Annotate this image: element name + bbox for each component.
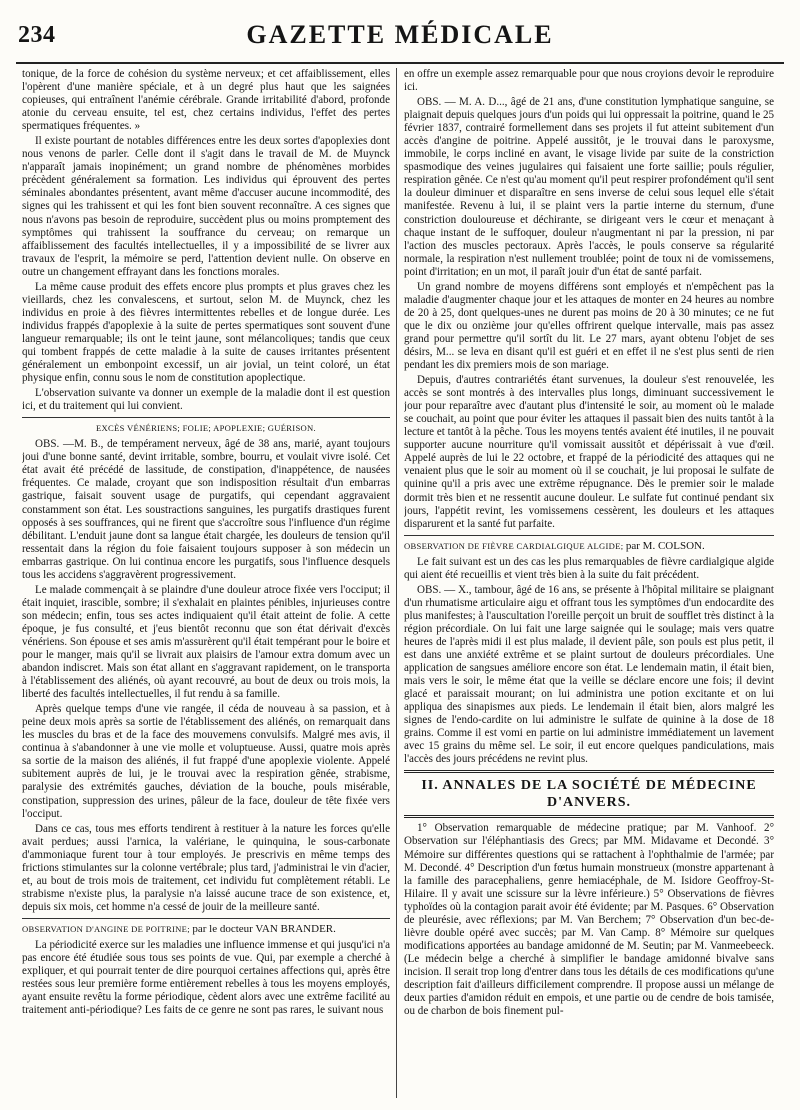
page-number: 234 (18, 22, 56, 48)
paragraph: en offre un exemple assez remarquable pour que nous croyions devoir le reproduire ici. (404, 68, 774, 94)
section-author: par M. COLSON. (625, 539, 705, 552)
section-heading (22, 923, 390, 936)
paragraph: Un grand nombre de moyens différens sont employés et n'empêchent pas la maladie d'augmenter chaque jour et les attaques de monter en 24 heures au nombre de 20 à 25, dont quelques-unes ne durent pas moins de 20 à 30 minutes; ce ne fut que le dix ou onzième jour qu'elles offrirent quelque intervalle, mais pas assez grand pour permettre qu'il sortît du lit. Le 27 mars, ayant obtenu l'objet de ses désirs, M... se leva en disant qu'il est guéri et en effet il ne s'est plus senti de rien pendant les dix premiers mois de son mariage. (404, 280, 774, 372)
section-title: II. ANNALES DE LA SOCIÉTÉ DE MÉDECINE D'ANVERS. (421, 778, 757, 811)
journal-title: GAZETTE MÉDICALE (246, 20, 554, 49)
section-heading-title: OBSERVATION D'ANGINE DE POITRINE; (22, 923, 190, 934)
section-heading: EXCÈS VÉNÉRIENS; FOLIE; APOPLEXIE; GUÉRISON. (95, 423, 316, 434)
section-double-rule (404, 815, 774, 818)
section-heading-title: OBSERVATION DE FIÈVRE CARDIALGIQUE ALGIDE; (404, 540, 624, 551)
paragraph: La même cause produit des effets encore plus prompts et plus graves chez les vieillards, chez les convalescens, et surtout, selon M. de Muynck, chez les individus en proie à des fièvres intermittentes rebelles et de longue durée. Les individus frappés d'apoplexie à la suite de pertes spermatiques sont souvent d'une langueur remarquable; ils ont le teint jaune, sont mélancoliques; tandis que ceux qui tombent frappés de cette maladie à la suite de causes irritantes présentent généralement un embonpoint excessif, un air jovial, un teint coloré, un état physique enfin, connu sous le nom de constitution apoplectique. (22, 280, 390, 385)
paragraph: 1° Observation remarquable de médecine pratique; par M. Vanhoof. 2° Observation sur l'éléphantiasis des Grecs; par MM. Midavame et Decondé. 3° Mémoire sur différentes questions qui se rattachent à l'ophthalmie de l'armée; par M. Decondé. 4° Description d'un fœtus humain monstrueux (monstre appartenant à la famille des paracephaliens, genre hemiacéphale, de M. Isidore Geoffroy-St-Hilaire. Il y avait une scissure sur la lèvre inférieure.) 5° Observations de fièvres typhoïdes où la contagion parait avoir été évidente; par M. Pasques. 6° Observation de pleurésie, avec réflexions; par M. Van Berchem; 7° Observation d'un bec-de-lièvre double opéré avec succès; par M. Van Camp. 8° Mémoire sur quelques modifications apportées au bandage amidonné de M. Seutin; par M. Vanmeebeeck. (Le médecin belge a cherché à simplifier le bandage amidonné bivalve sans incision. Il serait trop long d'entrer dans tous les détails de ces modifications qu'une description fait d'ailleurs difficilement comprendre. Il propose aussi un mélange de deux parties d'amidon réduit en empois, et une partie ou de cendre de bois tamisée, ou de charbon de bois finement pul- (404, 822, 774, 1018)
page-header (10, 18, 790, 58)
paragraph: tonique, de la force de cohésion du système nerveux; et cet affaiblissement, elles l'opèrent d'une manière spéciale, et à un degré plus haut que les saignées copieuses, qui entraînent l'anémie cérébrale. Grande irritabilité d'abord, profonde atonie du cerveau ensuite, tel est, chez certains individus, l'effet des pertes spermatiques fréquentes. » (22, 68, 390, 133)
paragraph: Après quelque temps d'une vie rangée, il céda de nouveau à sa passion, et à peine deux mois après sa sortie de l'établissement des aliénés, on remarquait dans les muscles du bras et de la face des mouvemens convulsifs. Malgré mes avis, il continua à s'abandonner à une vie molle et voluptueuse. Aussi, quatre mois après sa sortie de la maison des aliénés, il fut frappé d'une apoplexie violente. Appelé subitement auprès de lui, je le trouvai avec la respiration gênée, strabisme, paralysie des extrémités gauches, déviation de la bouche, pouls misérable, constipation, suppression des urines, pâleur de la face, douleur de tête fixée vers l'occiput. (22, 703, 390, 820)
section-heading (404, 540, 774, 553)
paragraph: OBS. —M. B., de tempérament nerveux, âgé de 38 ans, marié, ayant toujours joui d'une bonne santé, devint irritable, sombre, bourru, et voulait vivre isolé. Cet état avait été précédé de lassitude, de constipation, d'inappétence, de nausées fréquentes. Ce malade, croyant que son indisposition résultait d'un embarras gastrique, faisait souvent usage de purgatifs, qui cependant aggravaient constamment son état. Les soustractions sanguines, les purgatifs drastiques furent opposés à ses souffrances, qui ne firent que s'accroître sous l'influence d'un régime débilitant. L'enduit jaune dont sa langue était chargée, les douleurs de tension qu'il ressentait dans la région du foie faisaient toujours supposer à son médecin un embarras gastrique. On lui continua encore les purgatifs, sous l'influence desquels tous les accidens s'aggravèrent progressivement. (22, 438, 390, 581)
paragraph: Il existe pourtant de notables différences entre les deux sortes d'apoplexies dont nous venons de parler. Celle dont il s'agit dans le travail de M. de Muynck n'apparaît jamais inopinément; un grand nombre de phénomènes morbides précèdent généralement sa formation. Les individus qui éprouvent des pertes séminales abondantes présentent, avant même d'accuser aucune incommodité, des signes qui les trahissent et qui les font bien souvent reconnaître. A ces signes que nous n'avons pas besoin de reproduire, succèdent plus ou moins promptement des symptômes qui trahissent la souffrance du cerveau; on remarque un affaiblissement des facultés intellectuelles, il y a impossibilité de se livrer aux travaux de l'esprit, la mémoire se perd, l'attention devient nulle. On observe en outre un changement effrayant dans les fonctions morales. (22, 135, 390, 278)
header-rule (16, 62, 784, 64)
paragraph: La périodicité exerce sur les maladies une influence immense et qui jusqu'ici n'a pas encore été étudiée sous tous ses points de vue. Qui, par exemple a cherché à expliquer, et qui pourrait tenter de dire pourquoi certaines affections qui, après être restées sous leur première forme entièrement rebelles à tous les moyens employés, ayant ensuite revêtu la forme périodique, cèdent alors avec une extrême facilité au traitement anti-périodique? Les faits de ce genre ne sont pas rares, le suivant nous (22, 939, 390, 1017)
section-rule (404, 535, 774, 536)
column-divider (396, 68, 397, 1098)
paragraph: L'observation suivante va donner un exemple de la maladie dont il est question ici, et du traitement qui lui convient. (22, 387, 390, 413)
paragraph: Le malade commençait à se plaindre d'une douleur atroce fixée vers l'occiput; il était inquiet, irascible, sombre; il s'exhalait en plaintes pénibles, injurieuses contre son médecin; enfin, tous ses actes indiquaient qu'il était atteint de folie. A cette époque, je fus consulté, et j'eus bientôt reconnu que son état dérivait d'excès vénériens. Son épouse et ses amis m'assurèrent qu'il était tempérant pour le boire et pour le manger, mais qu'il se livrait aux plaisirs de l'amour extra domum avec un abandon indiscret. Mais son état allant en s'aggravant rapidement, on le transporta à l'établissement des aliénés, où ayant recouvré, au bout de deux ou trois mois, la liberté des facultés intellectuelles, il fut rendu à sa famille. (22, 583, 390, 701)
paragraph: OBS. — X., tambour, âgé de 16 ans, se présente à l'hôpital militaire se plaignant d'un rhumatisme articulaire aigu et offrant tous les symptômes d'un endocardite des plus manifestes; à l'auscultation l'oreille perçoit un bruit de soufflet très distinct à la région précordiale. On lui fait une large saignée qui le soulage; mais vers quatre heures de l'après midi il est plus malade, il devient pâle, son pouls est plus petit, il est dans une anxiété extrême et se plaint surtout de douleurs précordiales. Une application de sangsues améliore encore son état. Le lendemain matin, il était bien, mais vers le soir, le même état que la veille se déclare encore une fois; il devint glacé et paraissait mourant; on lui administra une potion excitante et on lui appliqua des sinapismes aux pieds. Le lendemain il était bien, alors malgré les signes de l'endo-cardite on lui administre le sulfate de quinine à la dose de 18 grains. Comme il est vomi en partie on lui administre immédiatement un lavement avec 15 grains du même sel. Le soir, il eut encore quelques pandiculations, mais l'accès des jours précédens ne revint plus. (404, 583, 774, 766)
right-column (404, 68, 774, 1100)
left-column (22, 68, 390, 1100)
section-author: par le docteur VAN BRANDER. (192, 922, 336, 935)
section-double-rule (404, 770, 774, 773)
section-rule (22, 918, 390, 919)
paragraph: OBS. — M. A. D..., âgé de 21 ans, d'une constitution lymphatique sanguine, se plaignait depuis quelques jours d'un poids qui lui oppressait la poitrine, quand le 25 février 1837, contrairé formellement dans ses projets il fut atteint subitement d'un accès d'angine de poitrine. Appelé aussitôt, je le trouvai dans le paroxysme, immobile, le corps incliné en avant, le visage livide par suite de la constriction spasmodique des veines jugulaires qui faisaient une forte saillie; pouls régulier, respiration gênée. Ce n'est qu'au moment qu'il peut respirer profondément qu'il sent la douleur diminuer et disparaître en sens inverse de celui sous lequel elle s'était manifestée. Revenu à lui, il se plaint vers la partie interne du sternum, d'une constriction douloureuse et déchirante, se dirigeant vers le cœur et menaçant à chaque instant de le suffoquer, douleur n'augmentant ni par la pression, ni par l'action des muscles pectoraux. Après l'accès, le pouls conserve sa régularité normale, la respiration n'est nullement troublée; point de toux ni de vomissemens, point d'irritation; en un mot, il paraît jouir d'un état de santé parfait. (404, 96, 774, 278)
paragraph: Dans ce cas, tous mes efforts tendirent à restituer à la nature les forces qu'elle avait perdues; aussi l'arnica, la valériane, le quinquina, le sous-carbonate d'ammoniaque furent tour à tour employés. Je prescrivis en même temps des frictions stimulantes sur la colonne vertébrale; plus tard, j'administrai le vin d'acier, et, au bout de trois mois de traitement, cet individu fut complètement rétabli. Le strabisme n'existe plus, la paralysie n'a laissé aucune trace de son existence, et, depuis six mois, cet homme n'a cessé de jouir de la meilleure santé. (22, 822, 390, 913)
paragraph: Le fait suivant est un des cas les plus remarquables de fièvre cardialgique algide qui aient été recueillis et vient très bien à la suite du fait précédent. (404, 555, 774, 581)
paragraph: Depuis, d'autres contrariétés étant survenues, la douleur s'est renouvelée, les accès se sont montrés à des intervalles plus longs, diminuant successivement le jour pour reparaître avec d'autant plus d'intensité le soir, au moment où le malade se couchait, au point que pour éviter les attaques il passait bien des nuits tantôt à la lecture et tantôt à la pêche. Tous les moyens tentés avaient été inutiles, il ne pouvait supporter aucune nourriture qu'il vomissait aussitôt et dépérissait à vue d'œil. Appelé auprès de lui le 22 octobre, et frappé de la périodicité des attaques qui ne venaient plus que le soir au moment où il se couchait, je lui proposai le sulfate de quinine qu'il a pris avec une extrême répugnance. Dès le premier soir le malade dormit très bien et ne ressentit aucune douleur. Le sulfate fut continué pendant six jours, l'appétit revint, les vomissemens cessèrent, les douleurs et les attaques disparurent et la santé fut parfaite. (404, 374, 774, 530)
section-rule (22, 417, 390, 418)
